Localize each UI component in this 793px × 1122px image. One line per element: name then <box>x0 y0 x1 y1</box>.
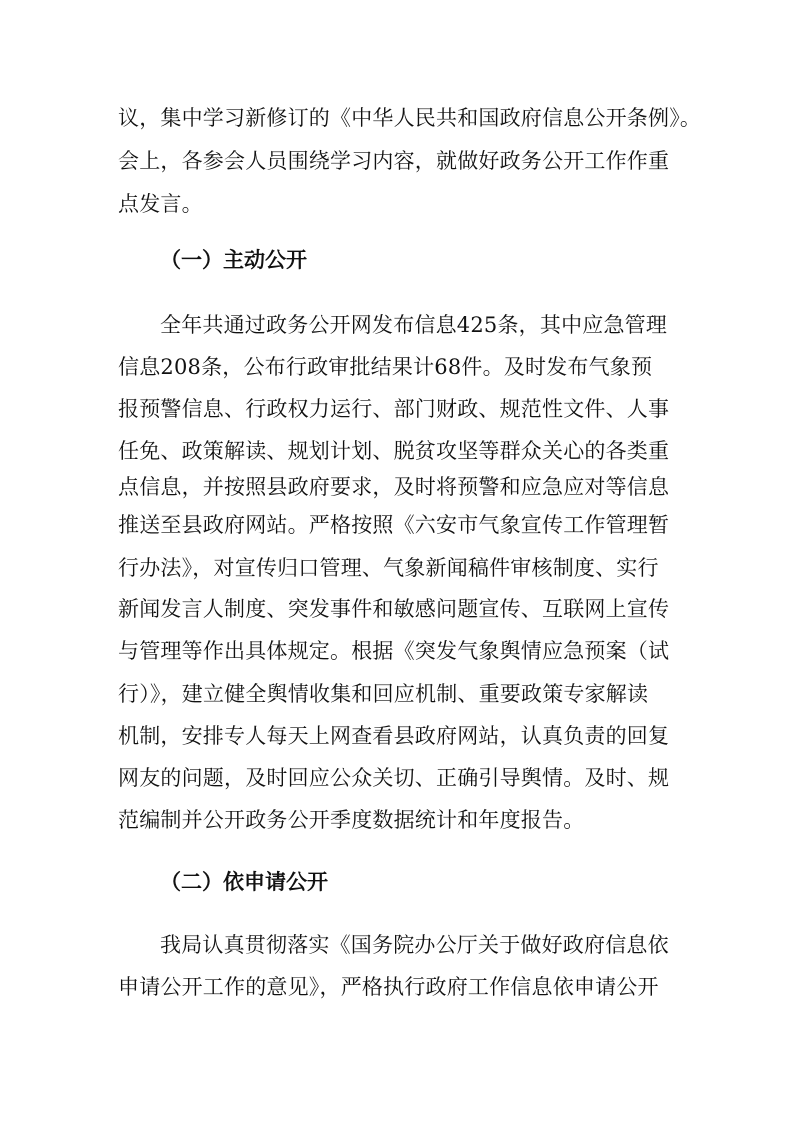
paragraph-line: 范编制并公开政务公开季度数据统计和年度报告。 <box>118 808 585 832</box>
paragraph-line: 报预警信息、行政权力运行、部门财政、规范性文件、人事 <box>118 397 670 421</box>
paragraph-line: 全年共通过政务公开网发布信息425条，其中应急管理 <box>160 313 668 337</box>
section-heading-active-disclosure: （一）主动公开 <box>160 248 307 272</box>
paragraph-line: 推送至县政府网站。严格按照《六安市气象宣传工作管理暂 <box>118 513 670 537</box>
paragraph-line: 机制，安排专人每天上网查看县政府网站，认真负责的回复 <box>118 724 670 748</box>
paragraph-line: 议，集中学习新修订的《中华人民共和国政府信息公开条例》。 <box>118 106 702 130</box>
paragraph-line: 点发言。 <box>118 192 203 216</box>
paragraph-line: 申请公开工作的意见》，严格执行政府工作信息依申请公开 <box>118 975 659 999</box>
section-heading-disclosure-upon-request: （二）依申请公开 <box>160 870 328 894</box>
paragraph-line: 点信息，并按照县政府要求，及时将预警和应急应对等信息 <box>118 475 670 499</box>
paragraph-line: 任免、政策解读、规划计划、脱贫攻坚等群众关心的各类重 <box>118 439 670 463</box>
paragraph-line: 与管理等作出具体规定。根据《突发气象舆情应急预案（试 <box>118 639 670 663</box>
paragraph-line: 信息208条，公布行政审批结果计68件。及时发布气象预 <box>118 355 653 379</box>
paragraph-line: 我局认真贯彻落实《国务院办公厅关于做好政府信息依 <box>160 933 669 957</box>
paragraph-line: 行办法》，对宣传归口管理、气象新闻稿件审核制度、实行 <box>118 556 659 580</box>
paragraph-line: 新闻发言人制度、突发事件和敏感问题宣传、互联网上宣传 <box>118 597 670 621</box>
paragraph-line: 行）》，建立健全舆情收集和回应机制、重要政策专家解读 <box>118 682 649 706</box>
paragraph-line: 网友的问题，及时回应公众关切、正确引导舆情。及时、规 <box>118 766 670 790</box>
paragraph-line: 会上，各参会人员围绕学习内容，就做好政务公开工作作重 <box>118 149 670 173</box>
